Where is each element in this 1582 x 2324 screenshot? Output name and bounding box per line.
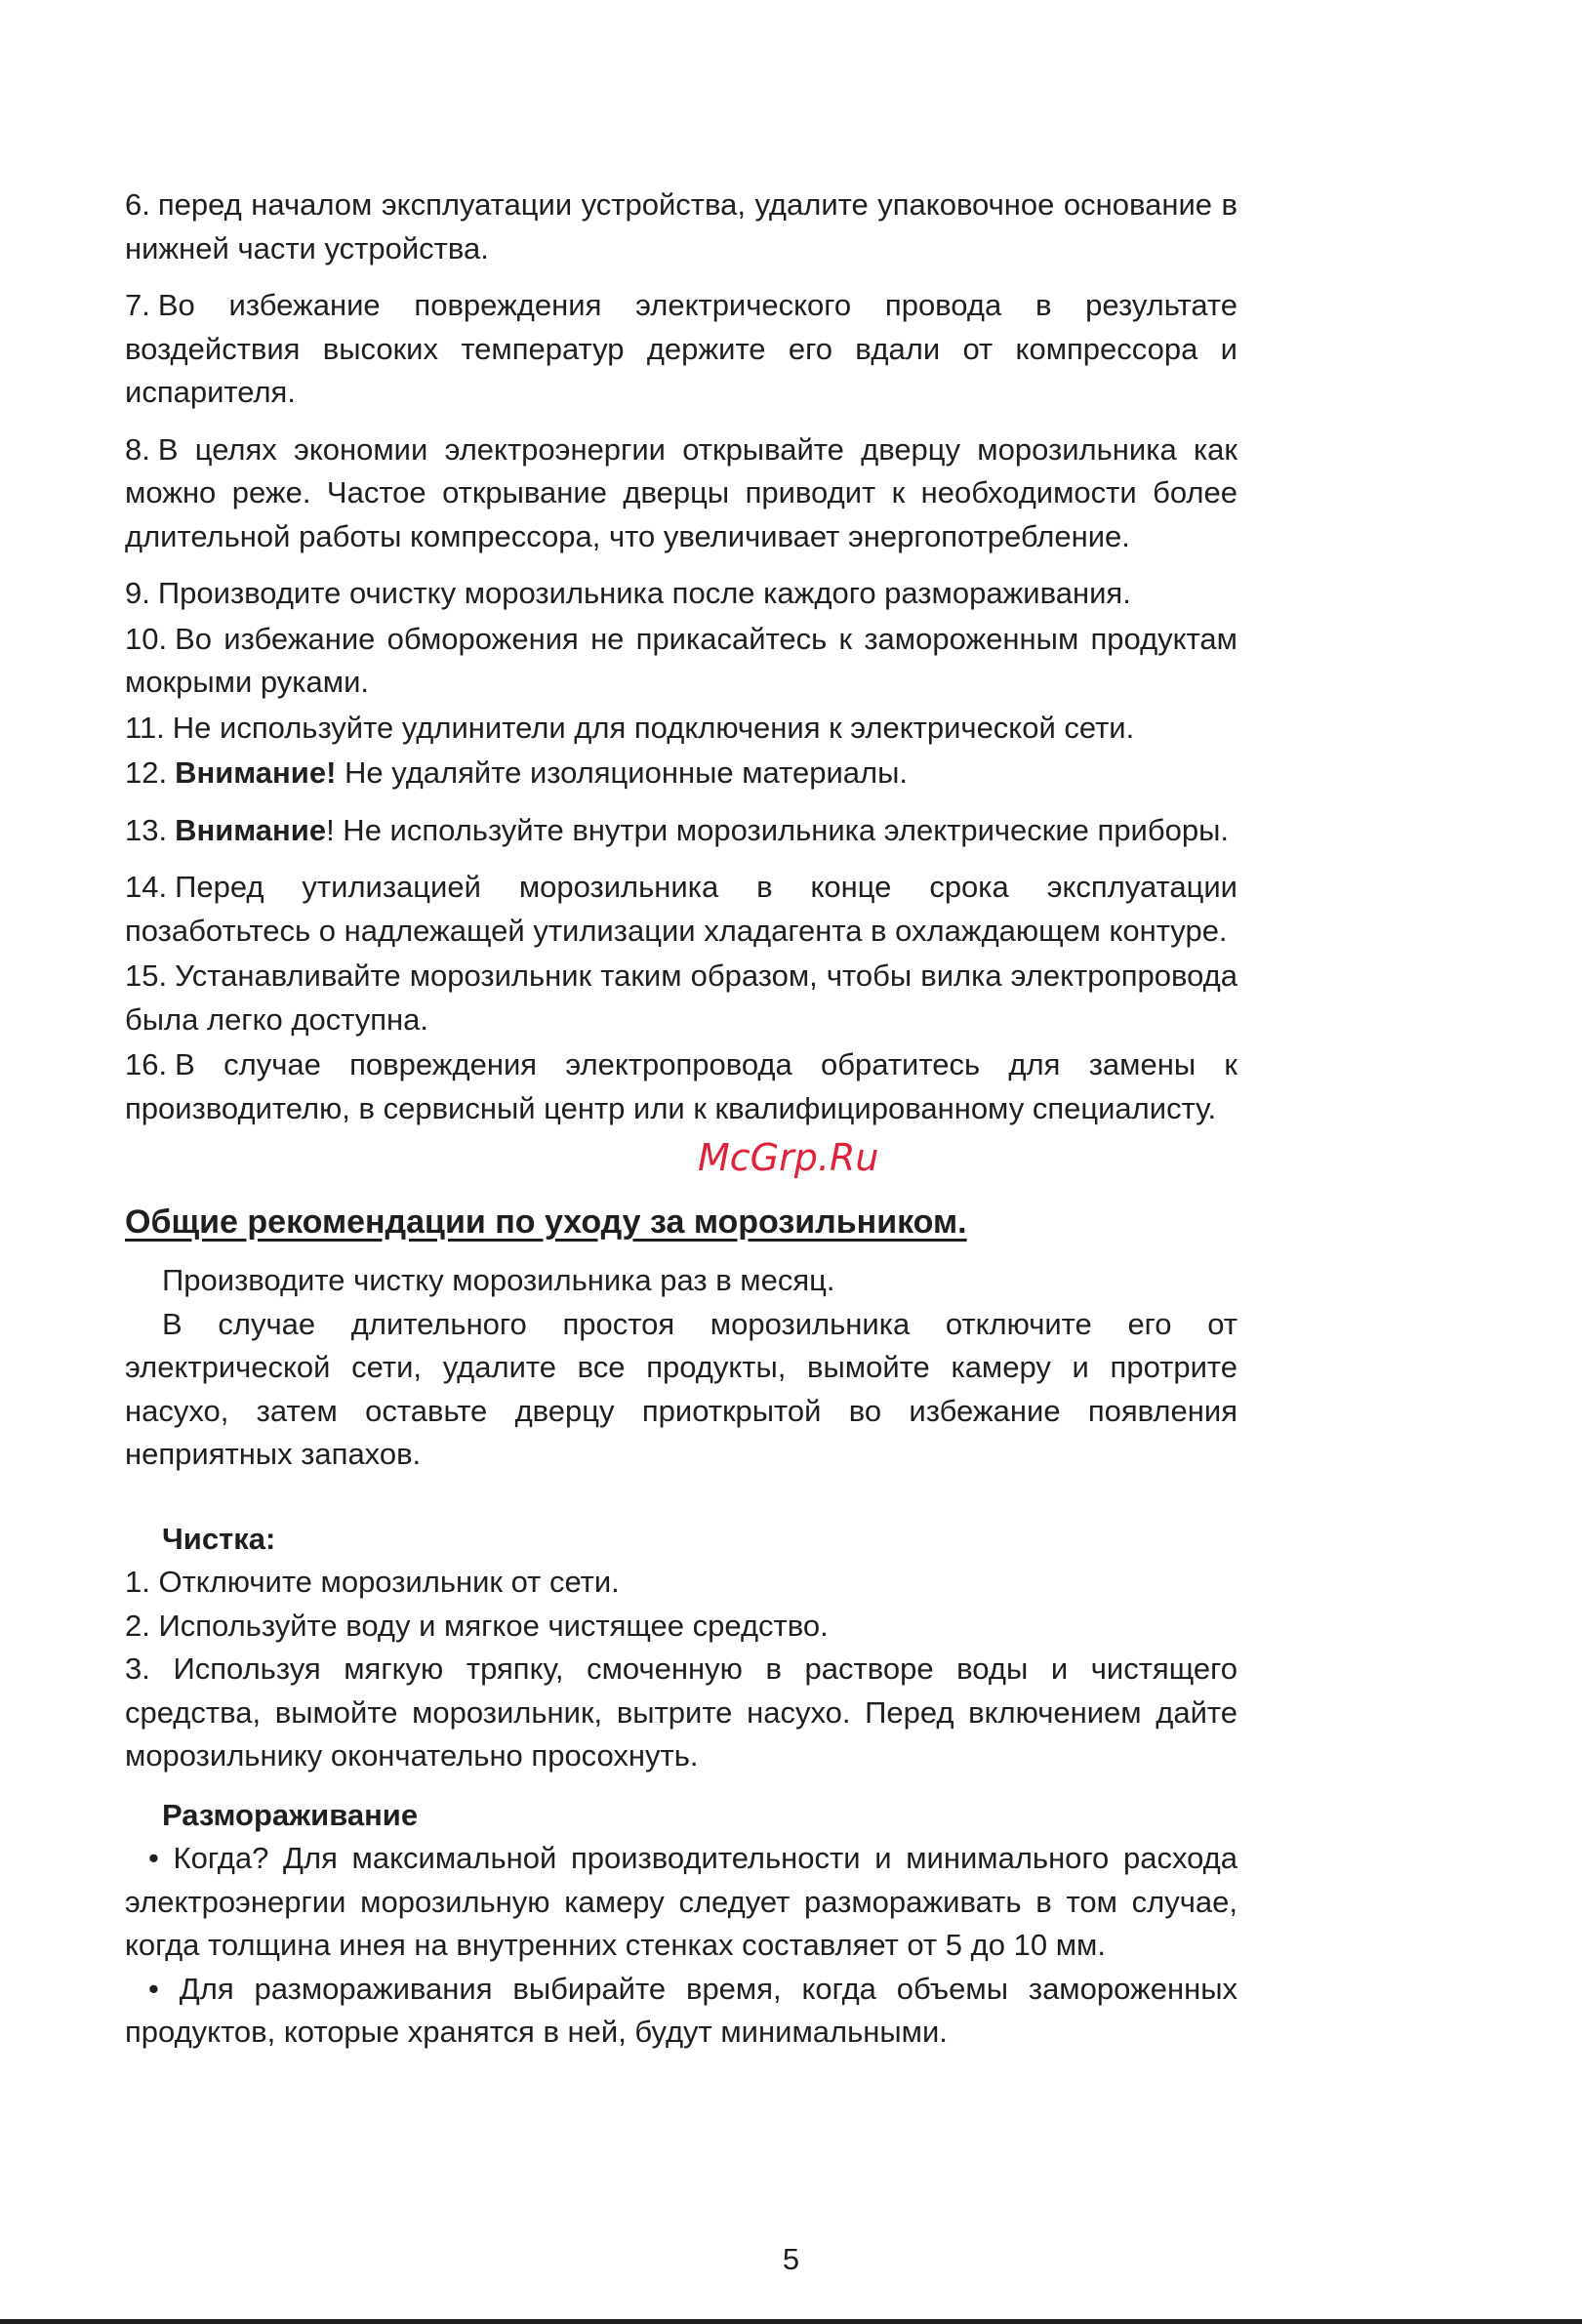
page-content [125,182,1237,2055]
care-heading: Общие рекомендации по уходу за морозильником. [125,1203,967,1241]
list-item-10: 10. Во избежание обморожения не прикасайтесь к замороженным продуктам мокрыми руками. [125,621,1237,699]
list-item-6: 6. перед началом эксплуатации устройства, удалите упаковочное основание в нижней части устройства. [125,187,1237,265]
list-item-7: 7. Во избежание повреждения электрического провода в результате воздействия высоких температур держите его вдали от компрессора и испарителя. [125,288,1237,409]
cleaning-title: Чистка: [162,1521,276,1556]
cleaning-step-1: 1. Отключите морозильник от сети. [125,1565,620,1599]
list-item-9: 9. Производите очистку морозильника после каждого размораживания. [125,576,1131,610]
list-item-16: 16. В случае повреждения электропровода обратитесь для замены к производителю, в сервисный центр или к квалифицированному специалисту. [125,1047,1237,1125]
bottom-rule [0,2319,1582,2324]
list-item-14: 14. Перед утилизацией морозильника в конце срока эксплуатации позаботьтесь о надлежащей утилизации хладагента в охлаждающем контуре. [125,870,1237,948]
list-item-8: 8. В целях экономии электроэнергии открывайте дверцу морозильника как можно реже. Частое открывание дверцы приводит к необходимости более длительной работы компрессора, что увеличивает энергопотребление. [125,431,1237,553]
list-item-11: 11. Не используйте удлинители для подключения к электрической сети. [125,710,1135,745]
list-item-12: 12. Внимание! Не удаляйте изоляционные материалы. [125,755,908,790]
defrost-title: Размораживание [162,1797,419,1832]
cleaning-step-3: 3. Используя мягкую тряпку, смоченную в растворе воды и чистящего средства, вымойте морозильник, вытрите насухо. Перед включением дайте морозильнику окончательно просохнуть. [125,1651,1237,1773]
defrost-bullet-1: • Когда? Для максимальной производительности и минимального расхода электроэнергии морозильную камеру следует размораживать в том случае, когда толщина инея на внутренних стенках составляет от 5 до 10 мм. [125,1841,1237,1962]
care-paragraph-1: Производите чистку морозильника раз в месяц. [162,1263,835,1297]
watermark: McGrp.Ru [698,1136,879,1179]
defrost-bullet-2: • Для размораживания выбирайте время, когда объемы замороженных продуктов, которые хранятся в ней, будут минимальными. [125,1971,1237,2049]
list-item-13: 13. Внимание! Не используйте внутри морозильника электрические приборы. [125,812,1230,847]
cleaning-step-2: 2. Используйте воду и мягкое чистящее средство. [125,1608,829,1643]
page-number: 5 [782,2242,800,2276]
list-item-15: 15. Устанавливайте морозильник таким образом, чтобы вилка электропровода была легко доступна. [125,958,1237,1037]
care-paragraph-2: В случае длительного простоя морозильника отключите его от электрической сети, удалите все продукты, вымойте камеру и протрите насухо, затем оставьте дверцу приоткрытой во избежание появления неприятных запахов. [125,1306,1237,1471]
